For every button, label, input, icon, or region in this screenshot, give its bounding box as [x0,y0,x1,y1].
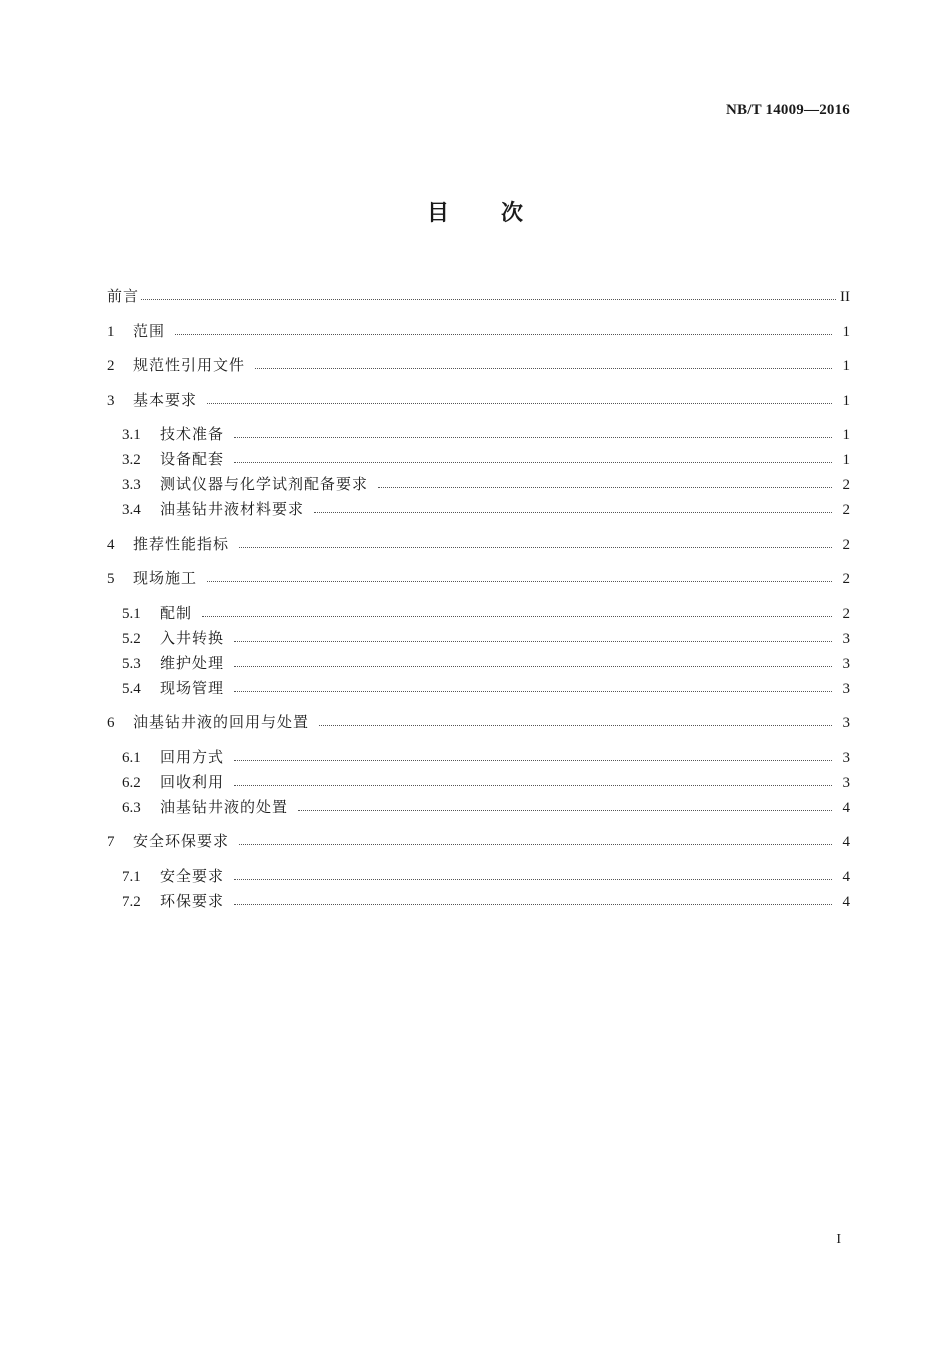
toc-entry-section-5-4[interactable] [107,676,850,701]
toc-entry-number: 5 [107,571,115,587]
toc-entry-label: 配制 [160,603,193,622]
toc-entry-number: 7 [107,834,115,850]
toc-entry-label: 安全环保要求 [133,832,230,850]
dot-leader [234,437,832,438]
dot-leader [207,403,832,404]
toc-entry-section-5-3[interactable] [107,651,850,676]
page-title: 目次 [426,201,575,226]
toc-entry-number: 5.4 [122,680,141,697]
toc-entry-page: 3 [842,630,850,647]
dot-leader [175,334,832,335]
toc-entry-section-6-3[interactable] [107,795,850,820]
toc-entry-section-7-1[interactable] [107,864,850,889]
toc-entry-label: 推荐性能指标 [133,534,230,553]
toc-entry-page: 4 [842,868,850,885]
table-of-contents [107,284,850,914]
toc-entry-number: 6.2 [122,774,141,791]
toc-entry-page: 3 [842,715,850,731]
dot-leader [234,760,832,761]
toc-entry-number: 5.1 [122,605,141,622]
toc-entry-section-6-2[interactable] [107,770,850,795]
toc-entry-page: 1 [842,323,850,340]
toc-entry-section-3[interactable] [107,388,850,413]
dot-leader [202,616,832,617]
dot-leader [234,462,832,463]
toc-entry-label: 维护处理 [160,653,225,672]
toc-entry-number: 3.3 [122,477,141,493]
toc-entry-page: 3 [842,774,850,791]
toc-entry-page: 4 [842,799,850,816]
toc-entry-number: 6.1 [122,749,141,766]
toc-entry-page: 1 [842,392,850,409]
toc-entry-label: 规范性引用文件 [133,356,246,374]
dot-leader [234,691,832,692]
toc-entry-section-6[interactable] [107,710,850,735]
toc-entry-section-7[interactable] [107,829,850,854]
toc-entry-section-3-3[interactable] [107,472,850,497]
toc-entry-number: 6.3 [122,799,141,816]
toc-entry-number: 5.2 [122,630,141,647]
toc-entry-section-6-1[interactable] [107,745,850,770]
toc-entry-section-5-1[interactable] [107,601,850,626]
dot-leader [319,725,832,726]
toc-entry-page: 3 [842,655,850,672]
dot-leader [239,547,832,548]
toc-entry-page: 2 [842,536,850,553]
dot-leader [378,487,832,488]
toc-entry-label: 现场管理 [160,678,225,697]
toc-entry-number: 4 [107,536,115,553]
toc-entry-page: 2 [842,605,850,622]
dot-leader [255,368,832,369]
toc-entry-label: 前言 [107,287,140,305]
document-code: NB/T 14009—2016 [726,102,850,118]
toc-entry-label: 技术准备 [160,425,225,443]
dot-leader [141,299,836,300]
toc-entry-page: 3 [842,749,850,766]
dot-leader [234,785,832,786]
toc-entry-label: 范围 [133,321,166,340]
toc-entry-page: 4 [842,834,850,850]
toc-entry-page: 1 [842,452,850,468]
toc-entry-section-3-1[interactable] [107,422,850,447]
toc-entry-label: 测试仪器与化学试剂配备要求 [160,475,369,493]
toc-entry-section-5[interactable] [107,566,850,591]
toc-entry-label: 环保要求 [160,891,225,910]
toc-entry-label: 基本要求 [133,390,198,409]
dot-leader [207,581,832,582]
dot-leader [234,666,832,667]
dot-leader [234,641,832,642]
toc-entry-section-3-2[interactable] [107,447,850,472]
toc-entry-number: 7.2 [122,893,141,910]
dot-leader [298,810,832,811]
toc-entry-section-5-2[interactable] [107,626,850,651]
toc-entry-label: 油基钻井液材料要求 [160,500,305,518]
toc-entry-section-1[interactable] [107,319,850,344]
toc-entry-label: 设备配套 [160,450,225,468]
toc-entry-number: 6 [107,715,115,731]
toc-entry-label: 油基钻井液的回用与处置 [133,713,310,731]
toc-entry-section-2[interactable] [107,353,850,378]
toc-entry-page: 2 [842,502,850,518]
toc-entry-section-7-2[interactable] [107,889,850,914]
toc-entry-number: 3.4 [122,502,141,518]
toc-entry-label: 安全要求 [160,866,225,885]
toc-entry-label: 回收利用 [160,772,225,791]
toc-entry-label: 油基钻井液的处置 [160,797,289,816]
toc-entry-page: 1 [842,427,850,443]
toc-entry-section-4[interactable] [107,532,850,557]
toc-entry-label: 入井转换 [160,628,225,647]
toc-entry-number: 3 [107,392,115,409]
toc-entry-number: 1 [107,323,115,340]
dot-leader [234,904,832,905]
toc-entry-number: 3.1 [122,427,141,443]
dot-leader [314,512,832,513]
dot-leader [239,844,832,845]
toc-entry-page: 2 [842,477,850,493]
toc-entry-label: 现场施工 [133,569,198,587]
toc-entry-page: 2 [842,571,850,587]
toc-entry-page: 1 [842,358,850,374]
toc-entry-number: 2 [107,358,115,374]
toc-entry-number: 5.3 [122,655,141,672]
toc-entry-section-3-4[interactable] [107,497,850,522]
toc-entry-number: 3.2 [122,452,141,468]
toc-entry-number: 7.1 [122,868,141,885]
page-number: I [836,1232,841,1247]
toc-entry-page: II [840,289,850,305]
toc-entry-page: 4 [842,893,850,910]
dot-leader [234,879,832,880]
toc-entry-page: 3 [842,680,850,697]
toc-entry-label: 回用方式 [160,747,225,766]
toc-entry-preface[interactable] [107,284,850,309]
